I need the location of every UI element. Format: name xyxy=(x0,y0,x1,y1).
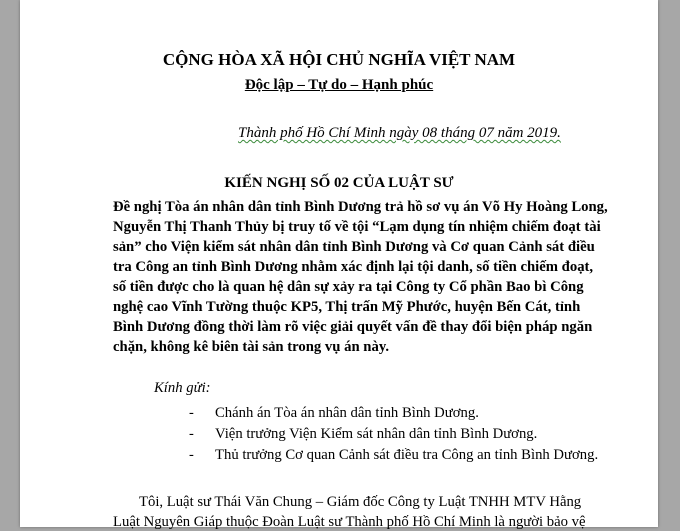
salutation: Kính gửi: xyxy=(154,380,211,396)
recipient-item: Chánh án Tòa án nhân dân tỉnh Bình Dương. xyxy=(215,405,479,421)
petition-line: Đề nghị Tòa án nhân dân tỉnh Bình Dương trả hồ sơ vụ án Võ Hy Hoàng Long, xyxy=(113,199,608,215)
recipient-bullet: - xyxy=(189,426,194,442)
motto: Độc lập – Tự do – Hạnh phúc xyxy=(244,77,434,93)
petition-line: Bình Dương đồng thời làm rõ việc giải quyết vấn đề thay đổi biện pháp ngăn xyxy=(113,319,593,335)
closing-line: Luật Nguyên Giáp thuộc Đoàn Luật sư Thành phố Hồ Chí Minh là người bảo vệ xyxy=(113,514,586,530)
petition-line: tra Công an tỉnh Bình Dương nhằm xác định lại tội danh, số tiền chiếm đoạt, xyxy=(113,259,594,275)
date-line: Thành phố Hồ Chí Minh ngày 08 tháng 07 năm 2019. xyxy=(238,125,561,141)
document-title: KIẾN NGHỊ SỐ 02 CỦA LUẬT SƯ xyxy=(224,175,454,191)
recipient-bullet: - xyxy=(189,447,194,463)
recipient-item: Viện trưởng Viện Kiểm sát nhân dân tỉnh Bình Dương. xyxy=(215,426,538,442)
petition-line: số tiền được cho là quan hệ dân sự xảy ra tại Công ty Cổ phần Bao bì Công xyxy=(113,279,584,295)
country-heading: CỘNG HÒA XÃ HỘI CHỦ NGHĨA VIỆT NAM xyxy=(162,50,516,69)
petition-line: sản” cho Viện kiểm sát nhân dân tỉnh Bình Dương và Cơ quan Cảnh sát điều xyxy=(113,239,595,255)
recipient-bullet: - xyxy=(189,405,194,421)
recipient-item: Thủ trưởng Cơ quan Cảnh sát điều tra Công an tỉnh Bình Dương. xyxy=(215,447,599,463)
closing-line: Tôi, Luật sư Thái Văn Chung – Giám đốc Công ty Luật TNHH MTV Hằng xyxy=(139,494,582,510)
petition-line: chặn, không kê biên tài sản trong vụ án này. xyxy=(113,339,390,355)
document-page xyxy=(20,0,658,530)
petition-line: Nguyễn Thị Thanh Thủy bị truy tố về tội “Lạm dụng tín nhiệm chiếm đoạt tài xyxy=(113,219,601,235)
petition-line: nghệ cao Vĩnh Tường thuộc KP5, Thị trấn Mỹ Phước, huyện Bến Cát, tỉnh xyxy=(113,299,581,315)
